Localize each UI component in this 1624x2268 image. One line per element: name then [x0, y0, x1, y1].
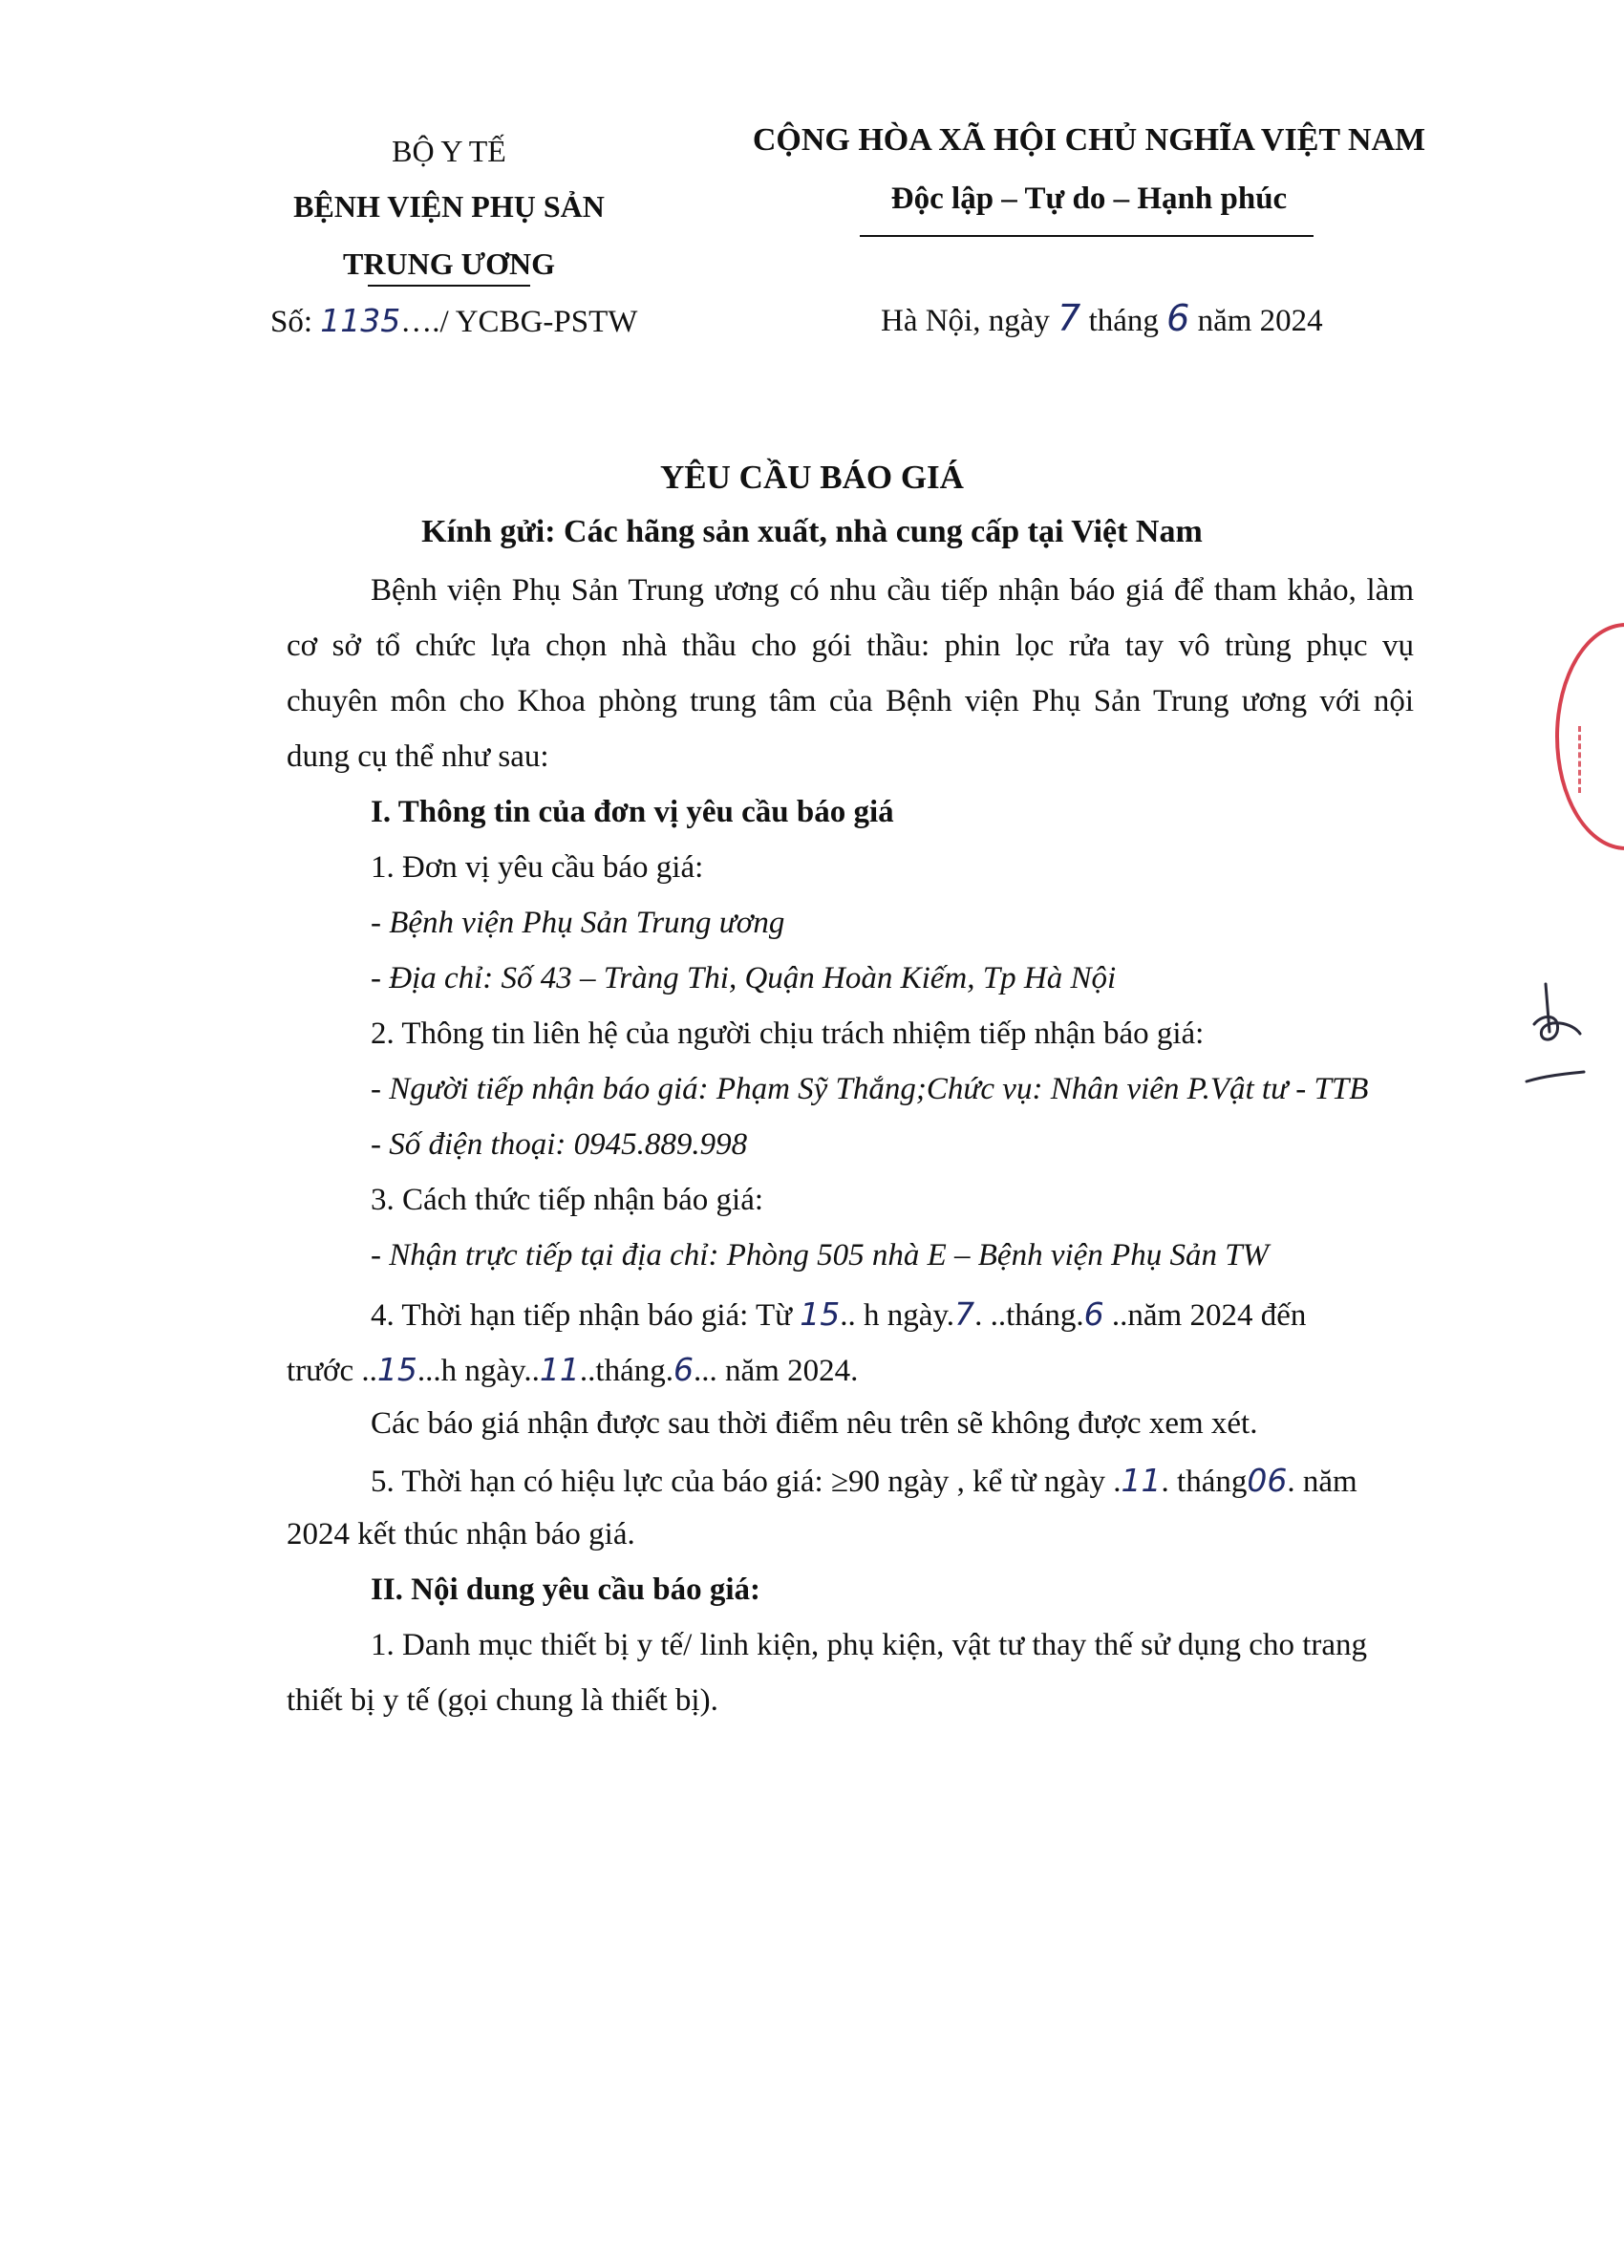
date-prefix: Hà Nội, ngày: [881, 304, 1058, 338]
item5-month: 06: [1247, 1462, 1288, 1499]
republic-title: CỘNG HÒA XÃ HỘI CHỦ NGHĨA VIỆT NAM: [752, 122, 1426, 158]
docno-prefix: Số:: [270, 305, 321, 339]
section-2-item-1-line-1: 1. Danh mục thiết bị y tế/ linh kiện, phụ kiện, vật tư thay thế sử dụng cho trang: [371, 1628, 1367, 1662]
item4-text-5: trước ..: [287, 1354, 377, 1388]
section-1-item-3: 3. Cách thức tiếp nhận báo giá:: [371, 1183, 764, 1217]
item4-text-8: ... năm 2024.: [694, 1354, 859, 1388]
section-1-item-1: 1. Đơn vị yêu cầu báo giá:: [371, 850, 704, 885]
section-1-heading: I. Thông tin của đơn vị yêu cầu báo giá: [371, 795, 894, 829]
section-1-item-5-line-2: 2024 kết thúc nhận báo giá.: [287, 1517, 635, 1551]
national-motto: Độc lập – Tự do – Hạnh phúc: [890, 182, 1288, 216]
intro-line-4: dung cụ thể như sau:: [287, 739, 549, 774]
item5-text-2: . tháng: [1161, 1465, 1248, 1499]
document-number: [270, 302, 637, 340]
date-year: năm 2024: [1189, 304, 1323, 338]
ministry-name: BỘ Y TẾ: [392, 134, 506, 168]
item4-text-3: . ..tháng.: [974, 1298, 1084, 1333]
document-title: YÊU CẦU BÁO GIÁ: [660, 459, 964, 496]
recipient-line: Kính gửi: Các hãng sản xuất, nhà cung cấp tại Việt Nam: [421, 514, 1203, 549]
item4-text-4: ..năm 2024 đến: [1103, 1298, 1307, 1333]
contact-phone: - Số điện thoại: 0945.889.998: [371, 1127, 748, 1162]
document-date: [881, 297, 1323, 339]
requesting-unit: - Bệnh viện Phụ Sản Trung ương: [371, 906, 785, 940]
item4-start-hour: 15: [800, 1295, 841, 1333]
motto-underline: [860, 235, 1314, 237]
item4-end-month: 6: [673, 1351, 694, 1388]
hospital-name-line2: TRUNG ƯƠNG: [343, 246, 555, 281]
intro-line-3: chuyên môn cho Khoa phòng trung tâm của Bệnh viện Phụ Sản Trung ương với nội: [287, 684, 1414, 718]
item4-text-7: ..tháng.: [579, 1354, 673, 1388]
docno-handwritten: 1135: [320, 302, 401, 339]
contact-person: - Người tiếp nhận báo giá: Phạm Sỹ Thắng;Chức vụ: Nhân viên P.Vật tư - TTB: [371, 1072, 1369, 1106]
section-1-item-4-line-1: [371, 1295, 1306, 1334]
late-submission-note: Các báo giá nhận được sau thời điểm nêu trên sẽ không được xem xét.: [371, 1406, 1258, 1441]
section-2-item-1-line-2: thiết bị y tế (gọi chung là thiết bị).: [287, 1683, 718, 1718]
item5-day: 11: [1121, 1462, 1162, 1499]
item4-text-2: .. h ngày.: [840, 1298, 955, 1333]
item4-end-day: 11: [539, 1351, 580, 1388]
signature-initials: [1517, 974, 1593, 1108]
hospital-name: BỆNH VIỆN PHỤ SẢN: [293, 189, 605, 224]
red-seal-stamp-detail: [1578, 726, 1604, 793]
section-1-item-4-line-2: [287, 1351, 858, 1389]
item4-start-day: 7: [954, 1295, 975, 1333]
date-month-handwritten: 6: [1166, 297, 1190, 339]
section-1-item-2: 2. Thông tin liên hệ của người chịu trách nhiệm tiếp nhận báo giá:: [371, 1016, 1205, 1051]
docno-dots: …./: [400, 305, 456, 339]
date-month-label: tháng: [1080, 304, 1167, 338]
item4-start-month: 6: [1083, 1295, 1104, 1333]
item5-text-3: . năm: [1287, 1465, 1357, 1499]
date-day-handwritten: 7: [1058, 297, 1081, 339]
intro-line-1: Bệnh viện Phụ Sản Trung ương có nhu cầu tiếp nhận báo giá để tham khảo, làm: [371, 573, 1414, 608]
item5-text-1: 5. Thời hạn có hiệu lực của báo giá: ≥90 ngày , kể từ ngày .: [371, 1465, 1122, 1499]
section-2-heading: II. Nội dung yêu cầu báo giá:: [371, 1573, 761, 1607]
item4-end-hour: 15: [376, 1351, 417, 1388]
item4-text-6: ...h ngày..: [417, 1354, 540, 1388]
section-1-item-5-line-1: [371, 1462, 1357, 1500]
receiving-method: - Nhận trực tiếp tại địa chỉ: Phòng 505 nhà E – Bệnh viện Phụ Sản TW: [371, 1238, 1270, 1273]
intro-line-2: cơ sở tổ chức lựa chọn nhà thầu cho gói thầu: phin lọc rửa tay vô trùng phục vụ: [287, 629, 1414, 663]
unit-address: - Địa chỉ: Số 43 – Tràng Thi, Quận Hoàn Kiếm, Tp Hà Nội: [371, 961, 1117, 995]
item4-text-1: 4. Thời hạn tiếp nhận báo giá: Từ: [371, 1298, 801, 1333]
docno-suffix: YCBG-PSTW: [455, 305, 638, 339]
hospital-underline: [368, 285, 530, 287]
